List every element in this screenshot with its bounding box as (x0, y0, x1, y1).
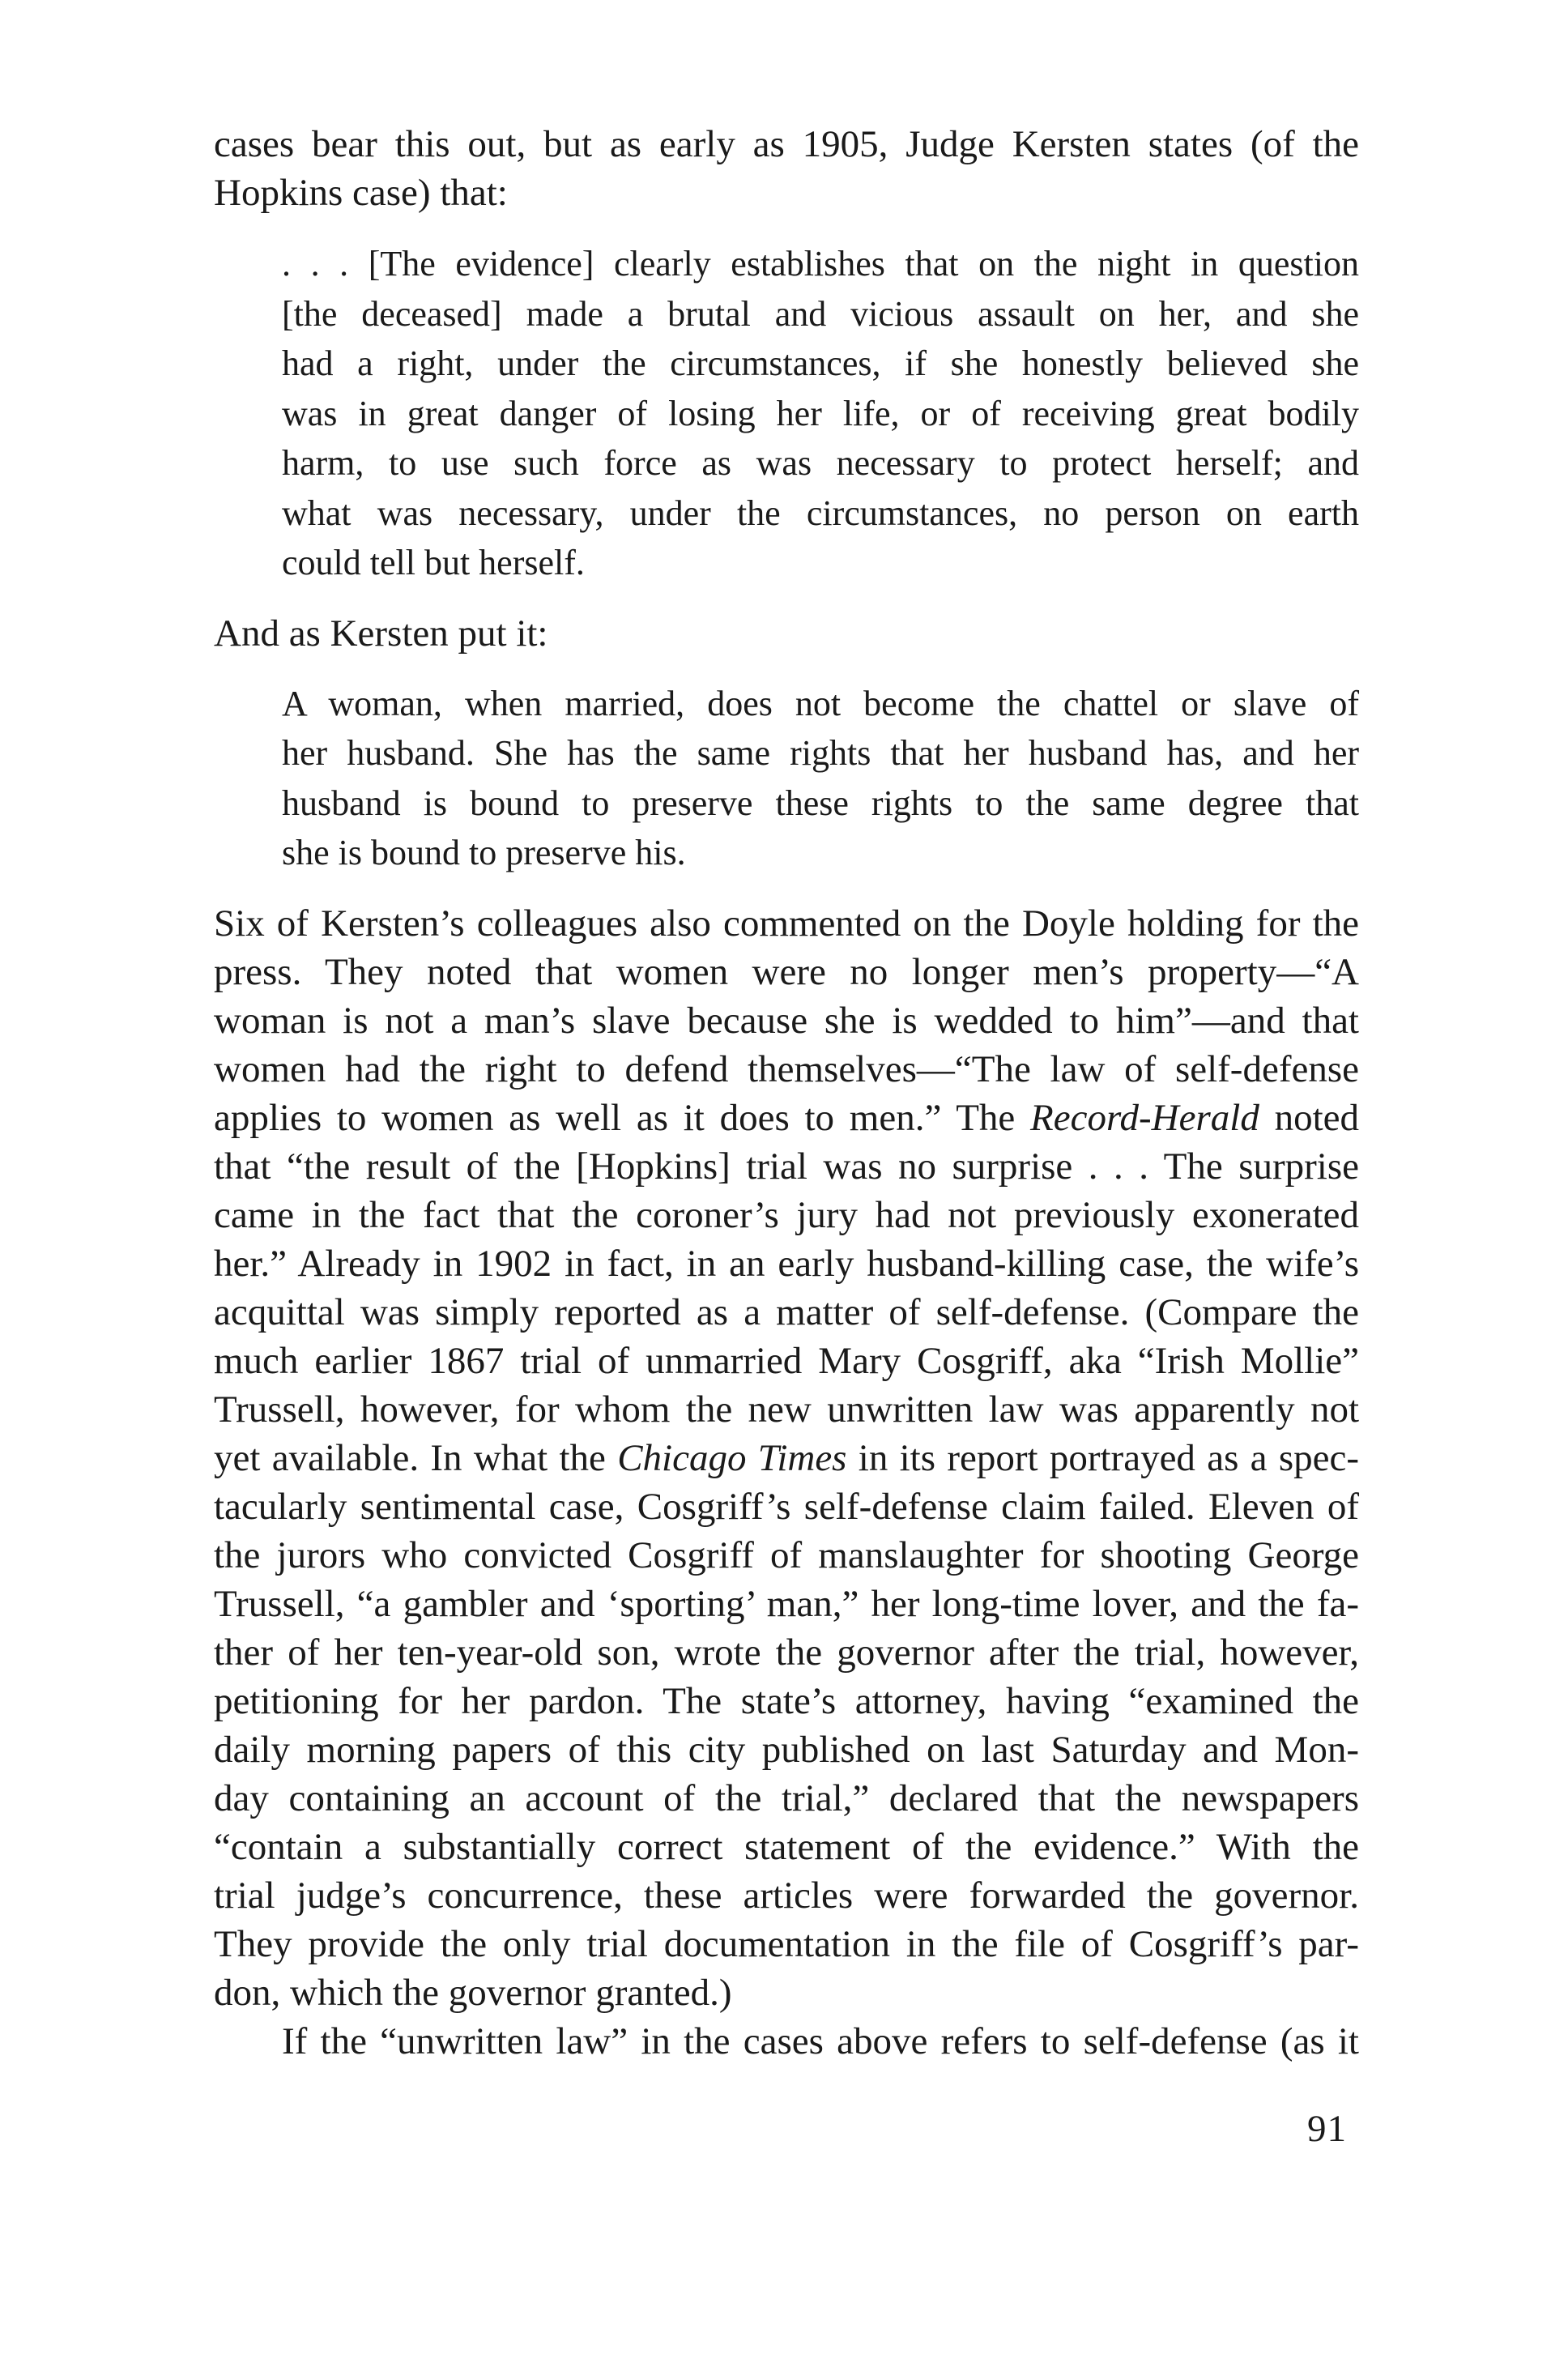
text-segment: noted (1259, 1096, 1359, 1139)
block-quote-hopkins (282, 239, 1359, 588)
text-segment: applies to women as well as it does to men.” The (214, 1096, 1031, 1139)
text-line: cases bear this out, but as early as 1905, Judge Kersten states (of the (214, 123, 1359, 165)
text-line: “contain a substantially correct statement of the evidence.” With the (214, 1825, 1359, 1868)
quote-line: [the deceased] made a brutal and vicious assault on her, and she (282, 293, 1359, 334)
text-line: woman is not a man’s slave because she is wedded to him”—and that (214, 999, 1359, 1042)
text-line: her.” Already in 1902 in fact, in an early husband-killing case, the wife’s (214, 1242, 1359, 1285)
text-line: acquittal was simply reported as a matter of self-defense. (Compare the (214, 1290, 1359, 1333)
block-quote-kersten (282, 679, 1359, 878)
text-line: Six of Kersten’s colleagues also commented on the Doyle holding for the (214, 902, 1359, 945)
text-segment: yet available. In what the (214, 1436, 618, 1479)
text-line: ther of her ten-year-old son, wrote the governor after the trial, however, (214, 1631, 1359, 1674)
page-content (214, 120, 1359, 2066)
text-line: that “the result of the [Hopkins] trial was no surprise . . . The surprise (214, 1145, 1359, 1188)
page-number: 91 (1307, 2108, 1347, 2150)
text-line: Trussell, however, for whom the new unwritten law was apparently not (214, 1388, 1359, 1431)
quote-line: A woman, when married, does not become the chattel or slave of (282, 683, 1359, 723)
intro-paragraph (214, 120, 1359, 217)
quote-line: could tell but herself. (282, 543, 585, 582)
quote-line: was in great danger of losing her life, or of receiving great bodily (282, 393, 1359, 433)
text-line: tacularly sentimental case, Cosgriff’s self-defense claim failed. Eleven of (214, 1485, 1359, 1528)
quote-line: what was necessary, under the circumstances, no person on earth (282, 493, 1359, 533)
newspaper-title-chicago-times: Chicago Times (617, 1436, 847, 1479)
newspaper-title-record-herald: Record-Herald (1030, 1096, 1259, 1139)
text-line: They provide the only trial documentation in the file of Cosgriff’s par- (214, 1922, 1359, 1965)
text-line (214, 1434, 1359, 1482)
text-line: petitioning for her pardon. The state’s attorney, having “examined the (214, 1679, 1359, 1722)
text-line: trial judge’s concurrence, these articles were forwarded the governor. (214, 1874, 1359, 1917)
quote-line: her husband. She has the same rights that her husband has, and her (282, 733, 1359, 773)
bridge-sentence: And as Kersten put it: (214, 612, 548, 655)
text-line: If the “unwritten law” in the cases above refers to self-defense (as it (282, 2019, 1359, 2062)
final-paragraph (214, 2017, 1359, 2066)
text-line: press. They noted that women were no longer men’s property—“A (214, 950, 1359, 993)
text-line: day containing an account of the trial,” declared that the newspapers (214, 1776, 1359, 1819)
quote-line: she is bound to preserve his. (282, 833, 686, 872)
quote-line: husband is bound to preserve these rights to the same degree that (282, 783, 1359, 823)
text-line: the jurors who convicted Cosgriff of manslaughter for shooting George (214, 1533, 1359, 1576)
text-line: women had the right to defend themselves—“The law of self-defense (214, 1047, 1359, 1090)
quote-line: . . . [The evidence] clearly establishes that on the night in question (282, 244, 1359, 284)
text-segment: in its report portrayed as a spec- (846, 1436, 1359, 1479)
quote-line: had a right, under the circumstances, if she honestly believed she (282, 343, 1359, 383)
quote-line: harm, to use such force as was necessary to protect herself; and (282, 443, 1359, 483)
text-line: Hopkins case) that: (214, 172, 508, 214)
text-line: came in the fact that the coroner’s jury had not previously exonerated (214, 1193, 1359, 1236)
text-line: daily morning papers of this city published on last Saturday and Mon- (214, 1728, 1359, 1771)
text-line: don, which the governor granted.) (214, 1971, 732, 2014)
text-line: much earlier 1867 trial of unmarried Mary Cosgriff, aka “Irish Mollie” (214, 1339, 1359, 1382)
text-line (214, 1094, 1359, 1142)
text-line: Trussell, “a gambler and ‘sporting’ man,” her long-time lover, and the fa- (214, 1582, 1359, 1625)
body-paragraph (214, 899, 1359, 2017)
